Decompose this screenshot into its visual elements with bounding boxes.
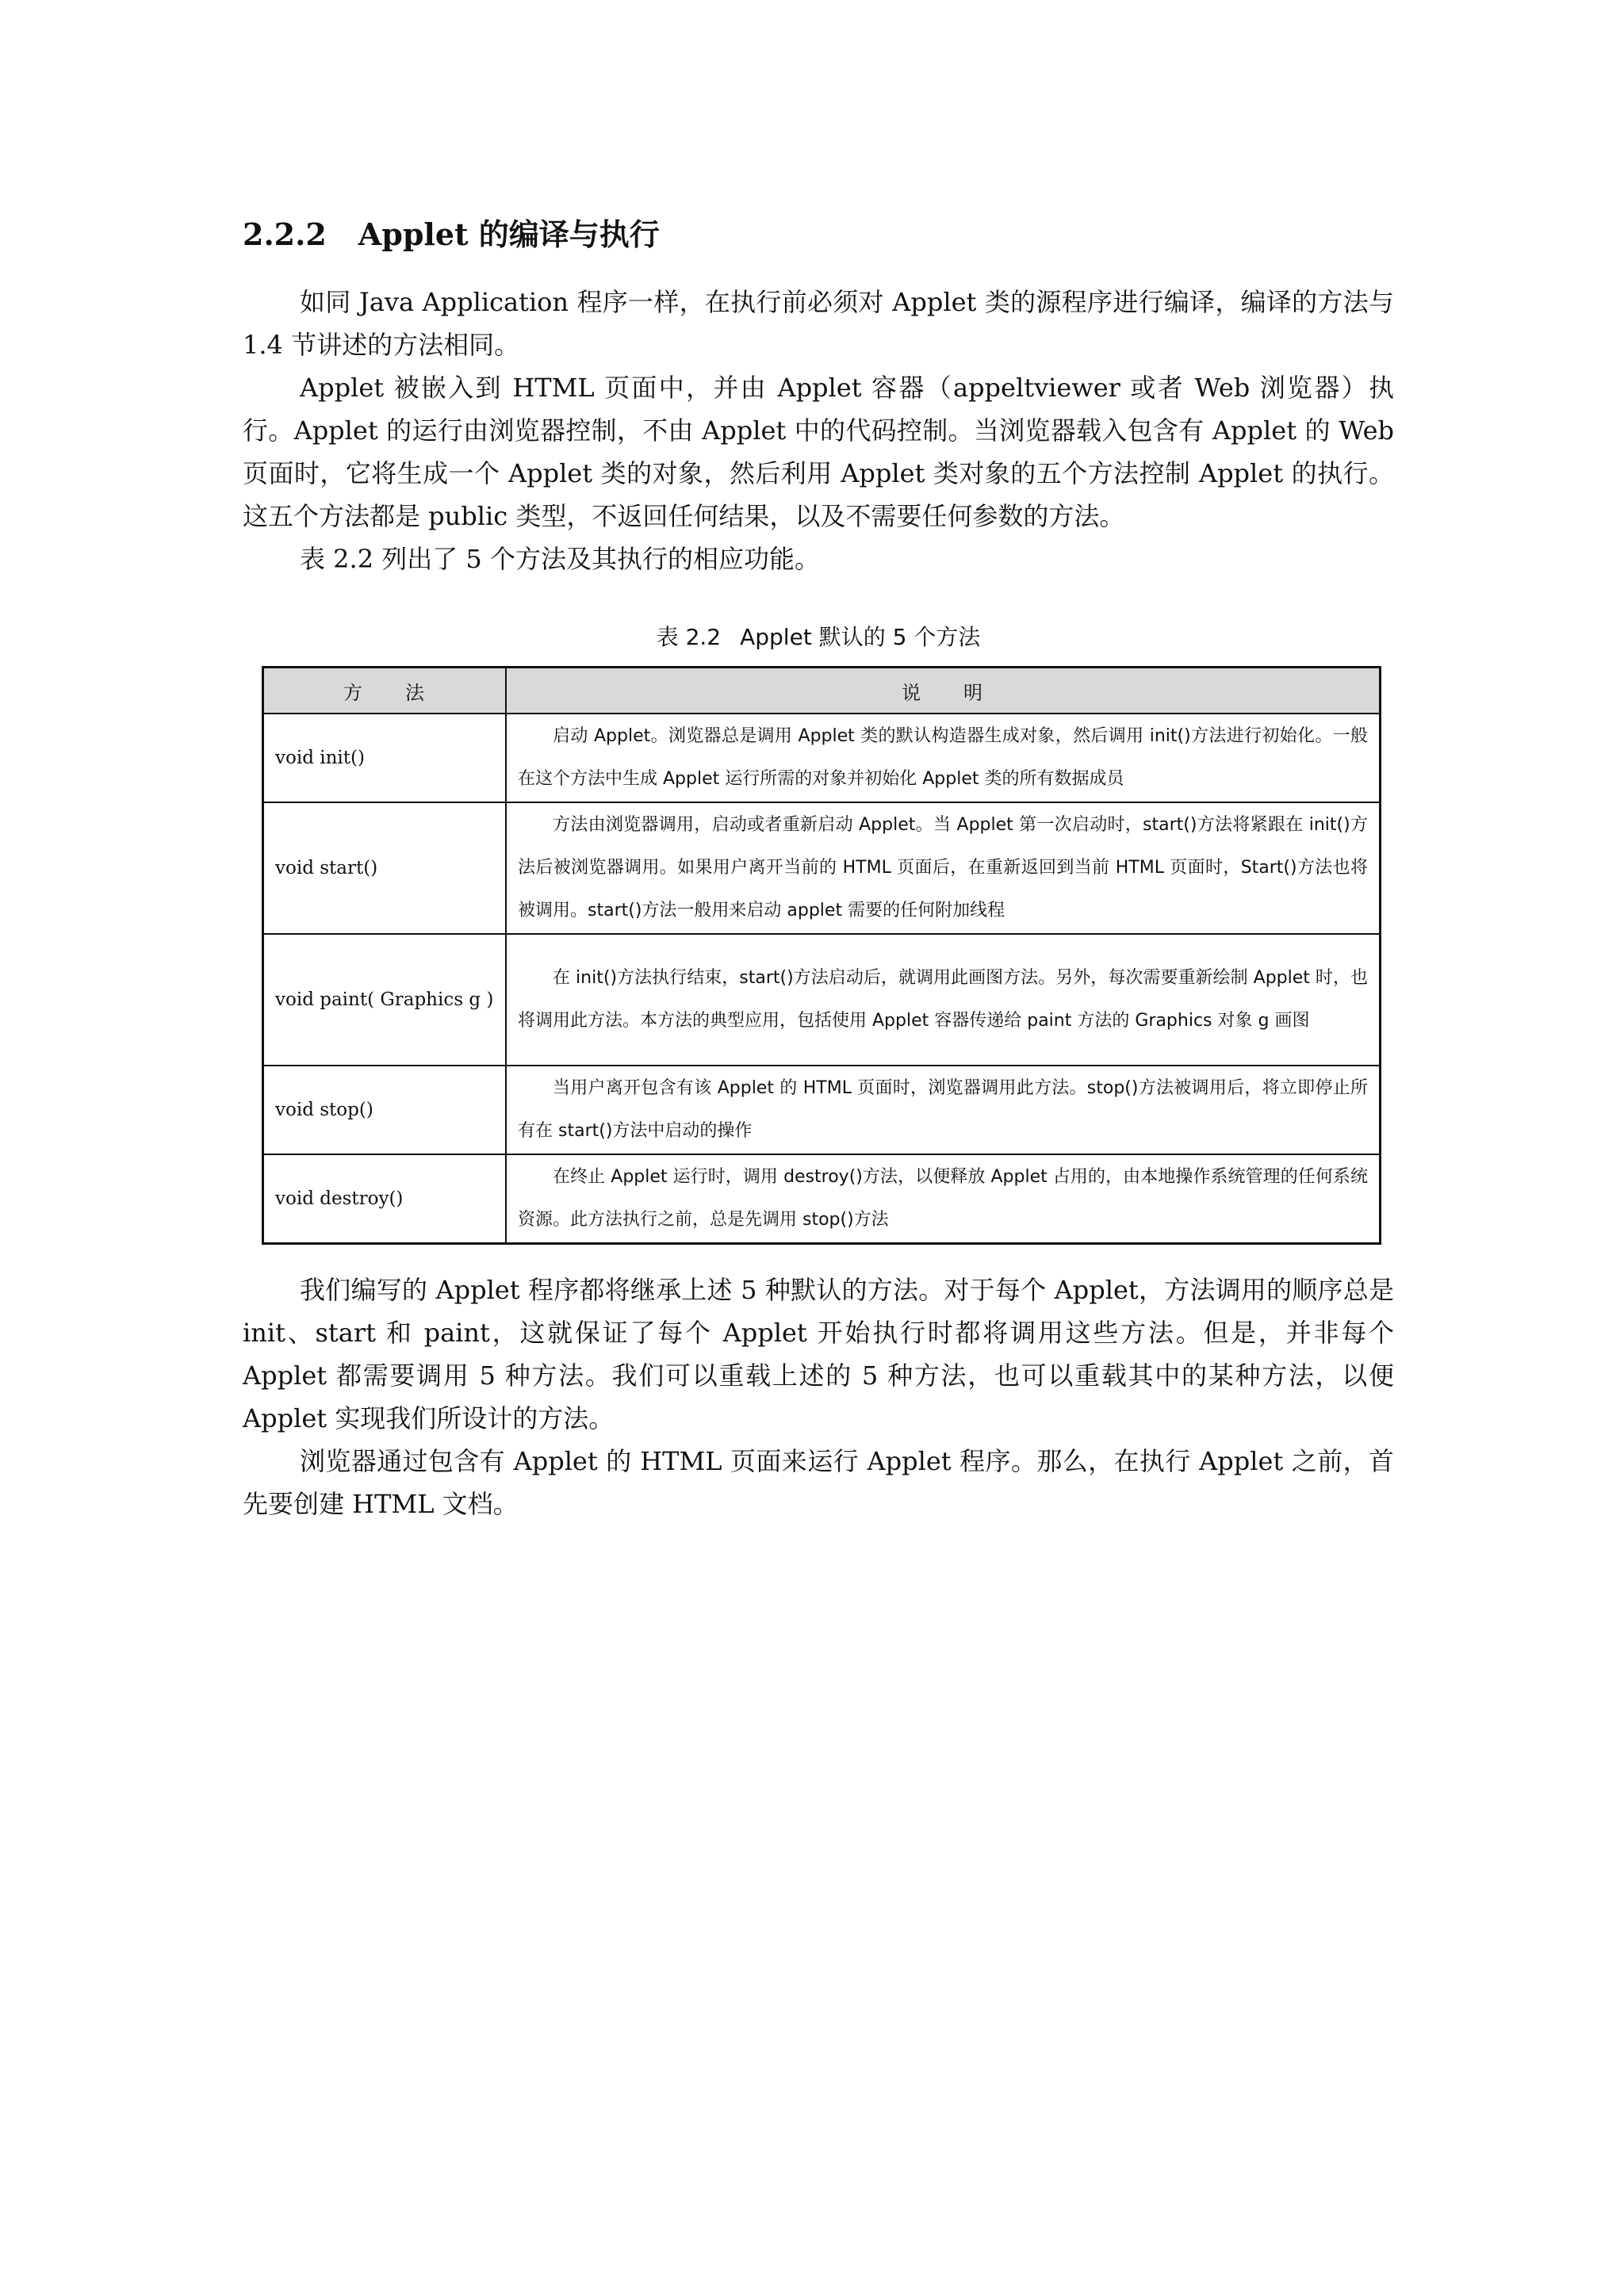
section-number: 2.2.2 bbox=[243, 216, 327, 252]
method-description: 在 init()方法执行结束，start()方法启动后，就调用此画图方法。另外，每次需要重新绘制 Applet 时，也将调用此方法。本方法的典型应用，包括使用 Applet 容器传递给 paint 方法的 Graphics 对象 g 画图 bbox=[506, 934, 1381, 1066]
paragraph-applet-container: Applet 被嵌入到 HTML 页面中，并由 Applet 容器（appeltviewer 或者 Web 浏览器）执行。Applet 的运行由浏览器控制，不由 Applet 中的代码控制。当浏览器载入包含有 Applet 的 Web 页面时，它将生成一个 Applet 类的对象，然后利用 Applet 类对象的五个方法控制 Applet 的执行。这五个方法都是 public 类型，不返回任何结果，以及不需要任何参数的方法。 bbox=[243, 373, 1394, 531]
method-name: void stop() bbox=[263, 1066, 507, 1154]
table-caption-number: 表 2.2 bbox=[656, 624, 722, 650]
method-description: 启动 Applet。浏览器总是调用 Applet 类的默认构造器生成对象，然后调用 init()方法进行初始化。一般在这个方法中生成 Applet 运行所需的对象并初始化 Applet 类的所有数据成员 bbox=[506, 714, 1381, 802]
table-row bbox=[263, 1154, 1381, 1243]
paragraph-inheritance: 我们编写的 Applet 程序都将继承上述 5 种默认的方法。对于每个 Applet，方法调用的顺序总是 init、start 和 paint，这就保证了每个 Applet 开始执行时都将调用这些方法。但是，并非每个 Applet 都需要调用 5 种方法。我们可以重载上述的 5 种方法，也可以重载其中的某种方法，以便 Applet 实现我们所设计的方法。 bbox=[243, 1274, 1394, 1433]
method-description: 方法由浏览器调用，启动或者重新启动 Applet。当 Applet 第一次启动时，start()方法将紧跟在 init()方法后被浏览器调用。如果用户离开当前的 HTML 页面后，在重新返回到当前 HTML 页面时，Start()方法也将被调用。start()方法一般用来启动 applet 需要的任何附加线程 bbox=[506, 802, 1381, 934]
paragraph-compile: 如同 Java Application 程序一样，在执行前必须对 Applet 类的源程序进行编译，编译的方法与 1.4 节讲述的方法相同。 bbox=[243, 287, 1394, 360]
method-name: void init() bbox=[263, 714, 507, 802]
table-row bbox=[263, 934, 1381, 1066]
table-row bbox=[263, 1066, 1381, 1154]
section-title: Applet 的编译与执行 bbox=[358, 216, 660, 252]
method-name: void start() bbox=[263, 802, 507, 934]
table-header-row bbox=[263, 668, 1381, 714]
table-row bbox=[263, 802, 1381, 934]
paragraph-table-intro: 表 2.2 列出了 5 个方法及其执行的相应功能。 bbox=[300, 544, 820, 574]
table-caption-title: Applet 默认的 5 个方法 bbox=[740, 624, 981, 650]
header-method: 方 法 bbox=[263, 668, 507, 714]
document-page bbox=[243, 214, 1394, 1525]
header-description: 说 明 bbox=[506, 668, 1381, 714]
closing-section bbox=[243, 1269, 1394, 1525]
applet-methods-table bbox=[262, 666, 1381, 1245]
table-caption bbox=[243, 622, 1394, 653]
method-name: void destroy() bbox=[263, 1154, 507, 1243]
paragraph-html-document: 浏览器通过包含有 Applet 的 HTML 页面来运行 Applet 程序。那么，在执行 Applet 之前，首先要创建 HTML 文档。 bbox=[243, 1445, 1394, 1519]
table-row bbox=[263, 714, 1381, 802]
method-description: 在终止 Applet 运行时，调用 destroy()方法，以便释放 Applet 占用的，由本地操作系统管理的任何系统资源。此方法执行之前，总是先调用 stop()方法 bbox=[506, 1154, 1381, 1243]
method-description: 当用户离开包含有该 Applet 的 HTML 页面时，浏览器调用此方法。stop()方法被调用后，将立即停止所有在 start()方法中启动的操作 bbox=[506, 1066, 1381, 1154]
section-heading bbox=[243, 214, 1394, 255]
method-name: void paint( Graphics g ) bbox=[263, 934, 507, 1066]
